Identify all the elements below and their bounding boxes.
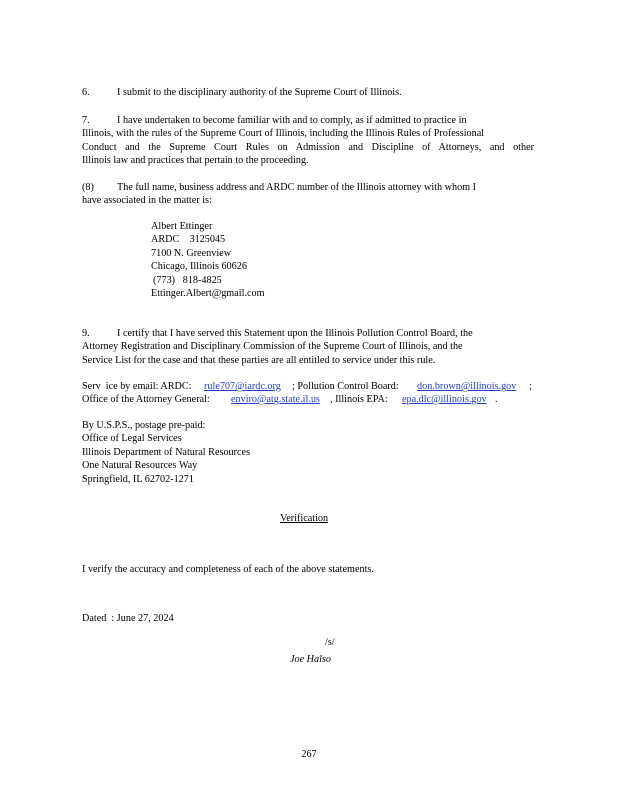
attorney-street: 7100 N. Greenview xyxy=(151,247,232,259)
paragraph-line: The full name, business address and ARDC number of the Illinois attorney with whom I xyxy=(117,182,477,193)
pcb-email-link[interactable]: don.brown@illinois.gov xyxy=(417,381,517,392)
semicolon: ; xyxy=(529,381,532,392)
ag-email-link[interactable]: enviro@atg.state.il.us xyxy=(231,394,320,405)
epa-email-link[interactable]: epa.dlc@illinois.gov xyxy=(402,394,487,405)
paragraph-line: Conduct and the Supreme Court Rules on Admission and Discipline of Attorneys, and other xyxy=(82,141,534,153)
page-number: 267 xyxy=(301,749,317,760)
paragraph-7 xyxy=(82,114,534,168)
ag-label: Office of the Attorney General: xyxy=(82,394,210,405)
verification-statement: I verify the accuracy and completeness of each of the above statements. xyxy=(82,564,374,575)
paragraph-line: Illinois, with the rules of the Supreme Court of Illinois, including the Illinois Rules of Professional xyxy=(82,128,485,140)
item-number: 9. xyxy=(82,328,90,339)
attorney-block xyxy=(151,220,265,300)
pcb-label: ; Pollution Control Board: xyxy=(292,381,399,392)
attorney-name: Albert Ettinger xyxy=(151,221,213,232)
period: . xyxy=(495,394,498,405)
paragraph-line: Illinois law and practices that pertain to the proceeding. xyxy=(82,155,309,167)
verification-heading: Verification xyxy=(280,513,329,524)
paragraph-line: have associated in the matter is: xyxy=(82,195,212,207)
attorney-city: Chicago, Illinois 60626 xyxy=(151,261,247,273)
signature-mark: /s/ xyxy=(325,637,335,648)
paragraph-8 xyxy=(82,181,534,208)
item-number: 6. xyxy=(82,87,90,98)
item-number: 7. xyxy=(82,115,90,126)
attorney-email: Ettinger.Albert@gmail.com xyxy=(151,288,265,300)
dated-line: Dated : June 27, 2024 xyxy=(82,613,174,624)
attorney-ardc: ARDC 3125045 xyxy=(151,234,226,246)
paragraph-line: I certify that I have served this Statement upon the Illinois Pollution Control Board, the xyxy=(117,328,473,339)
usps-line: Springfield, IL 62702-1271 xyxy=(82,473,194,485)
paragraph-text: I submit to the disciplinary authority of the Supreme Court of Illinois. xyxy=(117,87,402,98)
usps-line: Illinois Department of Natural Resources xyxy=(82,446,251,458)
paragraph-6 xyxy=(82,86,534,99)
paragraph-line: Service List for the case and that these parties are all entitled to service under this rule. xyxy=(82,354,436,366)
signer-name: Joe Halso xyxy=(290,654,332,665)
paragraph-line: I have undertaken to become familiar with and to comply, as if admitted to practice in xyxy=(117,115,467,126)
paragraph-9 xyxy=(82,327,534,367)
epa-label: , Illinois EPA: xyxy=(330,394,388,405)
usps-label: By U.S.P.S., postage pre-paid: xyxy=(82,420,206,431)
usps-line: Office of Legal Services xyxy=(82,433,182,445)
paragraph-line: Attorney Registration and Disciplinary Commission of the Supreme Court of Illinois, and the xyxy=(82,341,463,353)
usps-line: One Natural Resources Way xyxy=(82,460,198,472)
ardc-email-link[interactable]: rule707@iardc.org xyxy=(204,381,281,392)
service-email-label: Serv ice by email: ARDC: xyxy=(82,381,192,392)
item-number: (8) xyxy=(82,182,94,193)
attorney-phone: (773) 818-4825 xyxy=(153,274,222,286)
usps-block xyxy=(82,419,250,486)
